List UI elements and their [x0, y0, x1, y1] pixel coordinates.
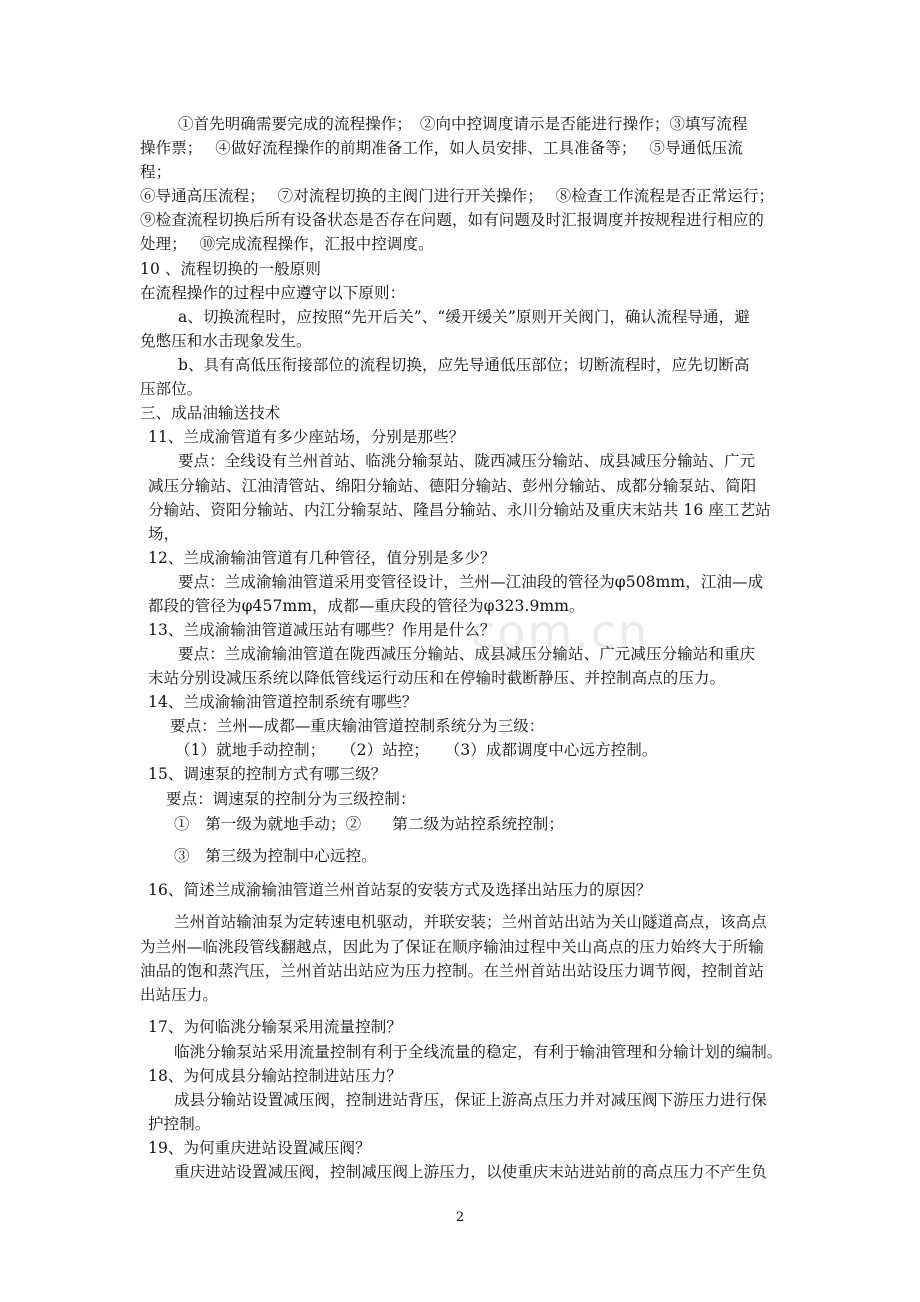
text-line: 免憋压和水击现象发生。 — [140, 332, 312, 350]
answer-line: 末站分别设减压系统以降低管线运行动压和在停输时截断静压、并控制高点的压力。 — [148, 669, 726, 687]
answer-line: 要点：兰州—成都—重庆输油管道控制系统分为三级： — [170, 717, 545, 735]
answer-line: 成县分输站设置减压阀，控制进站背压，保证上游高点压力并对减压阀下游压力进行保 — [174, 1091, 767, 1109]
answer-line: 为兰州—临洮段管线翻越点，因此为了保证在顺序输油过程中关山高点的压力始终大于所输 — [140, 938, 765, 956]
question: 15、调速泵的控制方式有哪三级？ — [148, 765, 387, 783]
watermark: com.cn — [470, 605, 650, 659]
question: 16、简述兰成渝输油管道兰州首站泵的安装方式及选择出站压力的原因？ — [148, 881, 652, 899]
page-number: 2 — [455, 1210, 465, 1225]
answer-line: 要点：全线设有兰州首站、临洮分输泵站、陇西减压分输站、成县减压分输站、广元 — [178, 452, 756, 470]
answer-line: 兰州首站输油泵为定转速电机驱动，并联安装；兰州首站出站为关山隧道高点，该高点 — [174, 913, 767, 931]
text-line: 处理； ⑩完成流程操作，汇报中控调度。 — [140, 235, 434, 253]
text-line: ⑥导通高压流程； ⑦对流程切换的主阀门进行开关操作； ⑧检查工作流程是否正常运行； — [140, 187, 775, 205]
answer-line: 护控制。 — [148, 1115, 211, 1133]
answer-line: 临洮分输泵站采用流量控制有利于全线流量的稳定，有利于输油管理和分输计划的编制。 — [174, 1043, 783, 1061]
text-line: ⑨检查流程切换后所有设备状态是否存在问题，如有问题及时汇报调度并按规程进行相应的 — [140, 211, 765, 229]
text-line: b、具有高低压衔接部位的流程切换，应先导通低压部位；切断流程时，应先切断高 — [178, 356, 750, 374]
question: 17、为何临洮分输泵采用流量控制？ — [148, 1018, 402, 1036]
section-heading: 10 、流程切换的一般原则 — [140, 260, 321, 278]
text-line: 程； — [140, 163, 172, 181]
answer-line: （1）就地手动控制； （2）站控； （3）成都调度中心远方控制。 — [175, 741, 658, 759]
text-line: 压部位。 — [140, 380, 203, 398]
answer-line: ① 第一级为就地手动；② 第二级为站控系统控制； — [174, 815, 565, 833]
answer-line: 出站压力。 — [140, 986, 219, 1004]
question: 19、为何重庆进站设置减压阀？ — [148, 1139, 371, 1157]
answer-line: 都段的管径为φ457mm，成都—重庆段的管径为φ323.9mm。 — [148, 597, 585, 615]
answer-line: 油品的饱和蒸汽压，兰州首站出站应为压力控制。在兰州首站出站设压力调节阀，控制首站 — [140, 962, 765, 980]
text-line: 操作票； ④做好流程操作的前期准备工作，如人员安排、工具准备等； ⑤导通低压流 — [140, 139, 743, 157]
text-line: a、切换流程时，应按照“先开后关”、“缓开缓关”原则开关阀门，确认流程导通，避 — [178, 308, 750, 326]
answer-line: 要点：兰成渝输油管道采用变管径设计，兰州—江油段的管径为φ508mm，江油—成 — [178, 573, 764, 591]
answer-line: 场， — [148, 525, 180, 543]
question: 13、兰成渝输油管道减压站有哪些？作用是什么？ — [148, 621, 496, 639]
answer-line: 要点：兰成渝输油管道在陇西减压分输站、成县减压分输站、广元减压分输站和重庆 — [178, 645, 756, 663]
answer-line: ③ 第三级为控制中心远控。 — [174, 847, 377, 865]
text-line: 在流程操作的过程中应遵守以下原则： — [140, 284, 406, 302]
answer-line: 减压分输站、江油清管站、绵阳分输站、德阳分输站、彭州分输站、成都分输泵站、简阳 — [148, 477, 757, 495]
answer-line: 分输站、资阳分输站、内江分输泵站、隆昌分输站、永川分输站及重庆末站共 16 座工艺站 — [148, 501, 771, 519]
text-line: ①首先明确需要完成的流程操作； ②向中控调度请示是否能进行操作；③填写流程 — [178, 115, 748, 133]
section-heading: 三、成品油输送技术 — [140, 404, 281, 422]
question: 18、为何成县分输站控制进站压力？ — [148, 1067, 402, 1085]
question: 14、兰成渝输油管道控制系统有哪些？ — [148, 693, 418, 711]
question: 12、兰成渝输油管道有几种管径，值分别是多少？ — [148, 549, 496, 567]
answer-line: 重庆进站设置减压阀，控制减压阀上游压力，以使重庆末站进站前的高点压力不产生负 — [174, 1163, 767, 1181]
answer-line: 要点：调速泵的控制分为三级控制： — [166, 790, 416, 808]
question: 11、兰成渝管道有多少座站场，分别是那些？ — [148, 428, 465, 446]
